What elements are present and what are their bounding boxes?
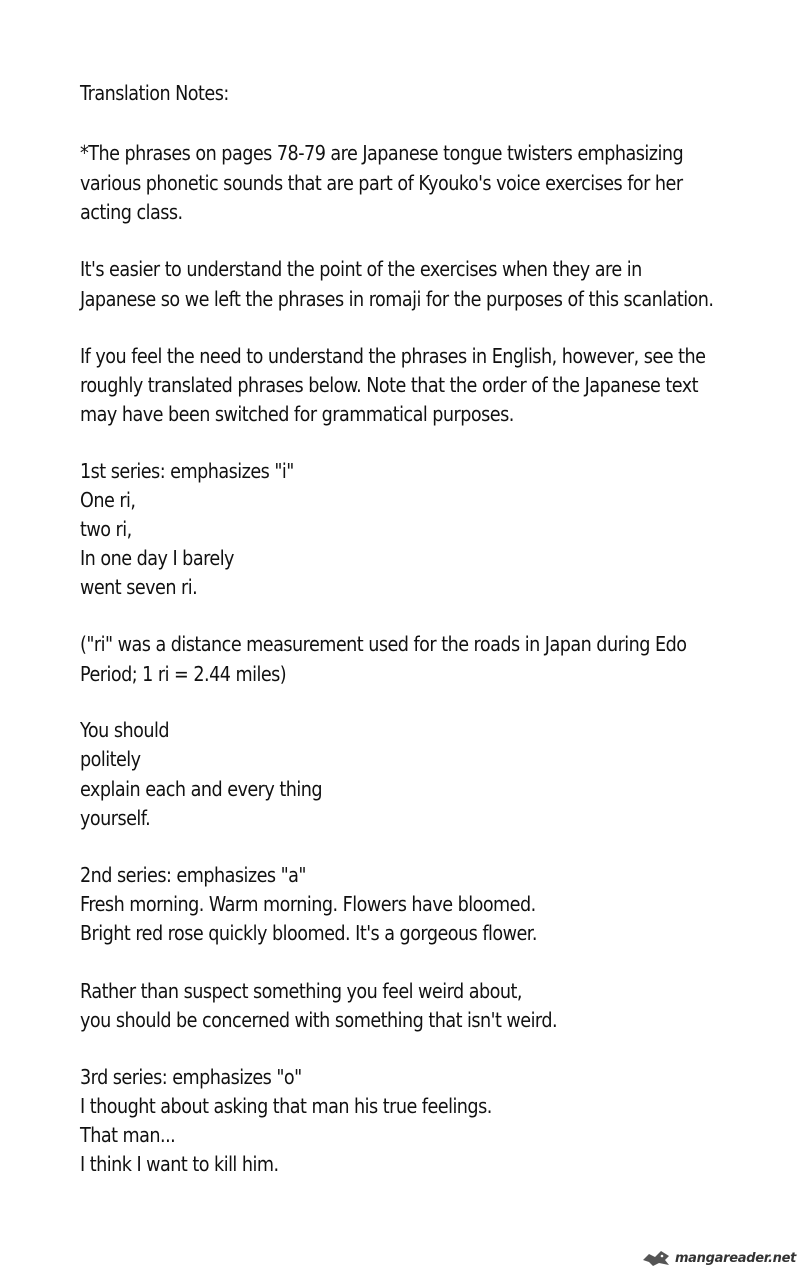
- polite-line: politely: [80, 747, 141, 771]
- p1-line-2: various phonetic sounds that are part of Kyouko's voice exercises for her: [80, 171, 683, 195]
- p2-line-1: It's easier to understand the point of the exercises when they are in: [80, 257, 642, 281]
- p1-line-1: *The phrases on pages 78-79 are Japanese tongue twisters emphasizing: [80, 141, 684, 165]
- series2-line: Bright red rose quickly bloomed. It's a gorgeous flower.: [80, 921, 537, 945]
- series1-line: One ri,: [80, 488, 136, 512]
- p3-line-2: roughly translated phrases below. Note that the order of the Japanese text: [80, 373, 698, 397]
- series3-line: I think I want to kill him.: [80, 1152, 279, 1176]
- series1-line: In one day I barely: [80, 546, 234, 570]
- watermark: [641, 1248, 796, 1268]
- polite-line: You should: [80, 718, 169, 742]
- series2-line: Fresh morning. Warm morning. Flowers have bloomed.: [80, 892, 536, 916]
- polite-line: explain each and every thing: [80, 777, 322, 801]
- series1-line: went seven ri.: [80, 575, 198, 599]
- series1-line: two ri,: [80, 517, 132, 541]
- ri-note-line-2: Period; 1 ri = 2.44 miles): [80, 662, 287, 686]
- series3-heading: 3rd series: emphasizes "o": [80, 1065, 302, 1089]
- series3-line: That man...: [80, 1123, 176, 1147]
- series1-heading: 1st series: emphasizes "i": [80, 459, 294, 483]
- p3-line-1: If you feel the need to understand the phrases in English, however, see the: [80, 344, 706, 368]
- p2-line-2: Japanese so we left the phrases in romaji for the purposes of this scanlation.: [80, 287, 714, 311]
- weird-line-2: you should be concerned with something that isn't weird.: [80, 1008, 558, 1032]
- ri-note-line-1: ("ri" was a distance measurement used for the roads in Japan during Edo: [80, 632, 687, 656]
- p3-line-3: may have been switched for grammatical purposes.: [80, 402, 514, 426]
- polite-line: yourself.: [80, 806, 151, 830]
- mangareader-logo-icon: [641, 1248, 671, 1268]
- notes-heading: Translation Notes:: [80, 81, 229, 105]
- watermark-text: mangareader.net: [674, 1250, 796, 1266]
- p1-line-3: acting class.: [80, 200, 183, 224]
- series3-line: I thought about asking that man his true feelings.: [80, 1094, 492, 1118]
- series2-heading: 2nd series: emphasizes "a": [80, 863, 306, 887]
- weird-line-1: Rather than suspect something you feel weird about,: [80, 979, 522, 1003]
